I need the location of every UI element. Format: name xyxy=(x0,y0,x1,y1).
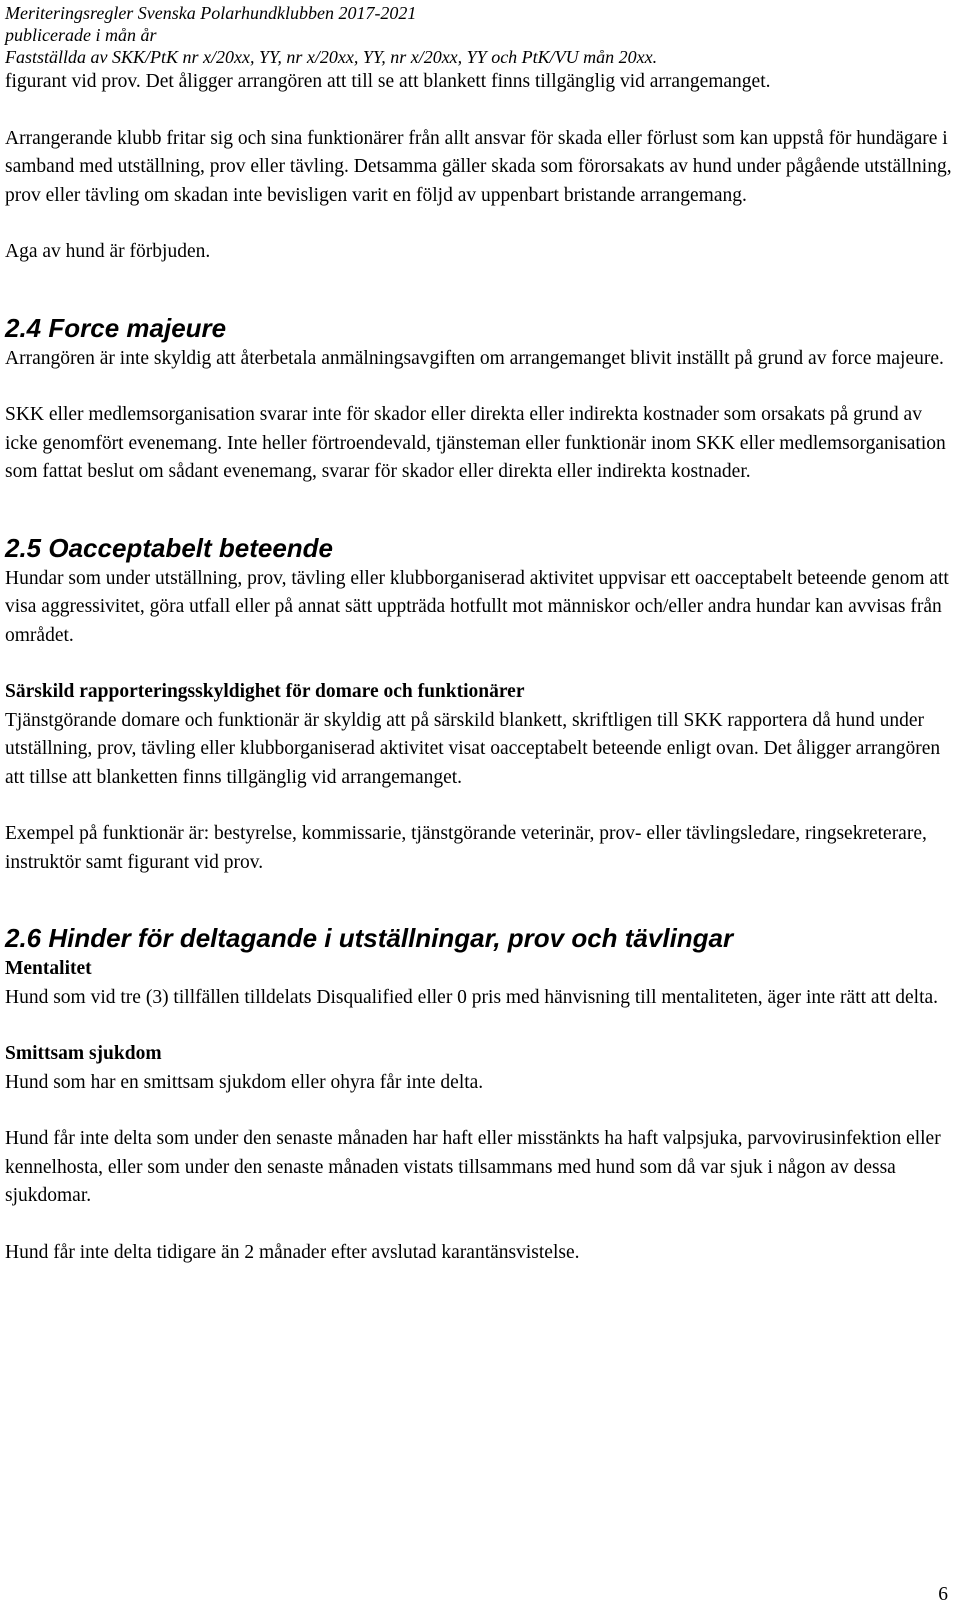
section-2-6-paragraph-2: Hund som har en smittsam sjukdom eller ohyra får inte delta. xyxy=(5,1071,484,1093)
section-2-6-paragraph-1: Hund som vid tre (3) tillfällen tilldelats Disqualified eller 0 pris med hänvisning till mentaliteten, äger inte rätt att delta. xyxy=(5,986,939,1008)
header-published: publicerade i mån år xyxy=(5,25,157,45)
document-page xyxy=(5,0,955,1607)
header-title: Meriteringsregler Svenska Polarhundklubben 2017-2021 xyxy=(5,3,417,23)
section-2-4-paragraph-2: SKK eller medlemsorganisation svarar inte för skador eller direkta eller indirekta kostnader som orsakats på grund av icke genomfört evenemang. Inte heller förtroendevald, tjänsteman eller funktionär inom SKK eller medlemsorganisation som fattat beslut om sådant evenemang, svarar för skador eller direkta eller indirekta kostnader. xyxy=(5,404,946,482)
page-header xyxy=(5,0,955,68)
section-2-6-heading: 2.6 Hinder för deltagande i utställningar, prov och tävlingar xyxy=(5,923,734,953)
section-2-6-paragraph-3: Hund får inte delta som under den senaste månaden har haft eller misstänkts ha haft valpsjuka, parvovirusinfektion eller kennelhosta, eller som under den senaste månaden vistats tillsammans med hund som då var sjuk i någon av dessa sjukdomar. xyxy=(5,1128,941,1206)
section-2-6-subheading-mentalitet: Mentalitet xyxy=(5,958,92,979)
section-2-4-heading: 2.4 Force majeure xyxy=(5,312,227,343)
header-approved: Fastställda av SKK/PtK nr x/20xx, YY, nr x/20xx, YY, nr x/20xx, YY och PtK/VU mån 20xx. xyxy=(5,47,658,67)
section-2-4-paragraph-1: Arrangören är inte skyldig att återbetala anmälningsavgiften om arrangemanget blivit inställt på grund av force majeure. xyxy=(5,347,944,369)
section-2-5-heading: 2.5 Oacceptabelt beteende xyxy=(5,532,334,563)
section-2-5-paragraph-3: Exempel på funktionär är: bestyrelse, kommissarie, tjänstgörande veterinär, prov- eller tävlingsledare, ringsekreterare, instruktör samt figurant vid prov. xyxy=(5,823,927,873)
intro-paragraph-2: Arrangerande klubb fritar sig och sina funktionärer från allt ansvar för skada eller förlust som kan uppstå för hundägare i samband med utställning, prov eller tävling. Detsamma gäller skada som förorsakats av hund under pågående utställning, prov eller tävling om skadan inte bevisligen varit en följd av uppenbart bristande arrangemang. xyxy=(5,127,952,206)
section-2-6-subheading-smittsam: Smittsam sjukdom xyxy=(5,1043,162,1064)
section-2-5-paragraph-2: Tjänstgörande domare och funktionär är skyldig att på särskild blankett, skriftligen till SKK rapportera då hund under utställning, prov, tävling eller klubborganiserad aktivitet visat oacceptabelt beteende enligt ovan. Det åligger arrangören att tillse att blanketten finns tillgänglig vid arrangemanget. xyxy=(5,709,941,788)
intro-paragraph-3: Aga av hund är förbjuden. xyxy=(5,241,211,262)
section-2-5-subheading: Särskild rapporteringsskyldighet för domare och funktionärer xyxy=(5,681,525,702)
intro-paragraph-1: figurant vid prov. Det åligger arrangören att till se att blankett finns tillgänglig vid arrangemanget. xyxy=(5,71,771,92)
section-2-6-paragraph-4: Hund får inte delta tidigare än 2 månader efter avslutad karantänsvistelse. xyxy=(5,1241,580,1263)
section-2-5-paragraph-1: Hundar som under utställning, prov, tävling eller klubborganiserad aktivitet uppvisar ett oacceptabelt beteende genom att visa aggressivitet, göra utfall eller på annat sätt uppträda hotfullt mot människor och/eller andra hundar kan avvisas från området. xyxy=(5,567,949,646)
page-number: 6 xyxy=(938,1584,948,1605)
